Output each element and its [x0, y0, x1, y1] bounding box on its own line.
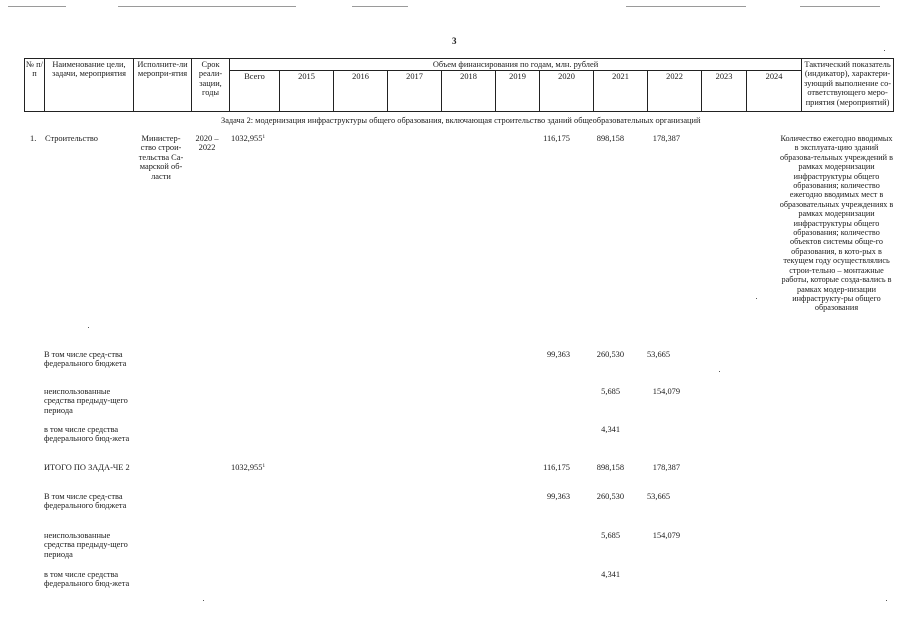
- scan-line: [626, 6, 746, 7]
- row-2021: 898,158: [596, 463, 624, 472]
- col-year-header: 2017: [388, 71, 442, 112]
- row-2020: 99,363: [546, 350, 570, 359]
- col-num-header: № п/п: [25, 59, 45, 112]
- row-number: 1.: [30, 134, 37, 143]
- header-table: [24, 58, 894, 112]
- row-2021: 5,685: [601, 387, 620, 396]
- row-total: 1032,955$^1$: [231, 134, 266, 143]
- row-2022: 53,665: [646, 350, 670, 359]
- row-term: 2020 – 2022: [195, 134, 219, 153]
- row-2020: 116,175: [543, 463, 570, 472]
- scan-line: [118, 6, 296, 7]
- col-year-header: 2018: [442, 71, 496, 112]
- col-year-header: 2024: [747, 71, 802, 112]
- row-2021: 4,341: [601, 425, 620, 434]
- row-name: В том числе сред-ства федерального бюджета: [44, 350, 127, 369]
- col-year-header: 2015: [280, 71, 334, 112]
- scan-speck: [756, 298, 757, 299]
- row-2020: 99,363: [546, 492, 570, 501]
- col-total-header: Всего: [230, 71, 280, 112]
- col-year-header: 2019: [496, 71, 540, 112]
- col-funding-header: Объем финансирования по годам, млн. рублей: [230, 59, 802, 71]
- row-executor: Министер-ство строи-тельства Са-марской об-ласти: [138, 134, 184, 181]
- col-year-header: 2022: [648, 71, 702, 112]
- col-term-header: Срок реали-зации, годы: [192, 59, 230, 112]
- col-executor-header: Исполните-ли меропри-ятия: [134, 59, 192, 112]
- row-total: 1032,955$^1$: [231, 463, 266, 472]
- scan-speck: [203, 600, 204, 601]
- scan-speck: [88, 327, 89, 328]
- row-name: неиспользованные средства предыду-щего периода: [44, 387, 128, 415]
- scan-speck: [719, 371, 720, 372]
- row-2022: 53,665: [646, 492, 670, 501]
- col-year-header: 2016: [334, 71, 388, 112]
- page-number: 3: [452, 36, 457, 46]
- row-2022: 178,387: [652, 134, 680, 143]
- row-2022: 154,079: [652, 387, 680, 396]
- row-name: ИТОГО ПО ЗАДА-ЧЕ 2: [44, 463, 130, 472]
- scan-line: [352, 6, 408, 7]
- row-2021: 5,685: [601, 531, 620, 540]
- scan-speck: [884, 50, 885, 51]
- row-name: В том числе сред-ства федерального бюджета: [44, 492, 127, 511]
- col-indicator-header: Тактический показатель (индикатор), характери-зующий выполнение со-ответствующего меро-приятия (мероприятий): [802, 59, 894, 112]
- row-indicator: Количество ежегодно вводимых в эксплуата-цию зданий образова-тельных учреждений в рамках модернизации инфраструктуры общего образования; количество ежегодно вводимых мест в образовательных учреждениях в рамках модернизации инфраструктуры общего образования; количество объектов системы обще-го образования, в кото-рых в текущем году осуществлялись строи-тельно – монтажные работы, которые созда-вались в рамках модер-низации инфраструкту-ры общего образования: [779, 134, 894, 313]
- scan-line: [8, 6, 66, 7]
- scan-line: [800, 6, 880, 7]
- col-year-header: 2023: [702, 71, 747, 112]
- col-year-header: 2021: [594, 71, 648, 112]
- row-name: в том числе средства федерального бюд-жета: [44, 570, 130, 589]
- row-2021: 4,341: [601, 570, 620, 579]
- row-name: неиспользованные средства предыду-щего периода: [44, 531, 128, 559]
- row-name: в том числе средства федерального бюд-жета: [44, 425, 130, 444]
- scan-speck: [886, 600, 887, 601]
- row-name: Строительство: [45, 134, 98, 143]
- row-2021: 260,530: [596, 350, 624, 359]
- row-2020: 116,175: [543, 134, 570, 143]
- row-2022: 178,387: [652, 463, 680, 472]
- row-2021: 260,530: [596, 492, 624, 501]
- col-name-header: Наименование цели, задачи, мероприятия: [45, 59, 134, 112]
- row-2021: 898,158: [596, 134, 624, 143]
- row-2022: 154,079: [652, 531, 680, 540]
- col-year-header: 2020: [540, 71, 594, 112]
- task-title: Задача 2: модернизация инфраструктуры общего образования, включающая строительство зданий общеобразовательных организаций: [221, 116, 701, 125]
